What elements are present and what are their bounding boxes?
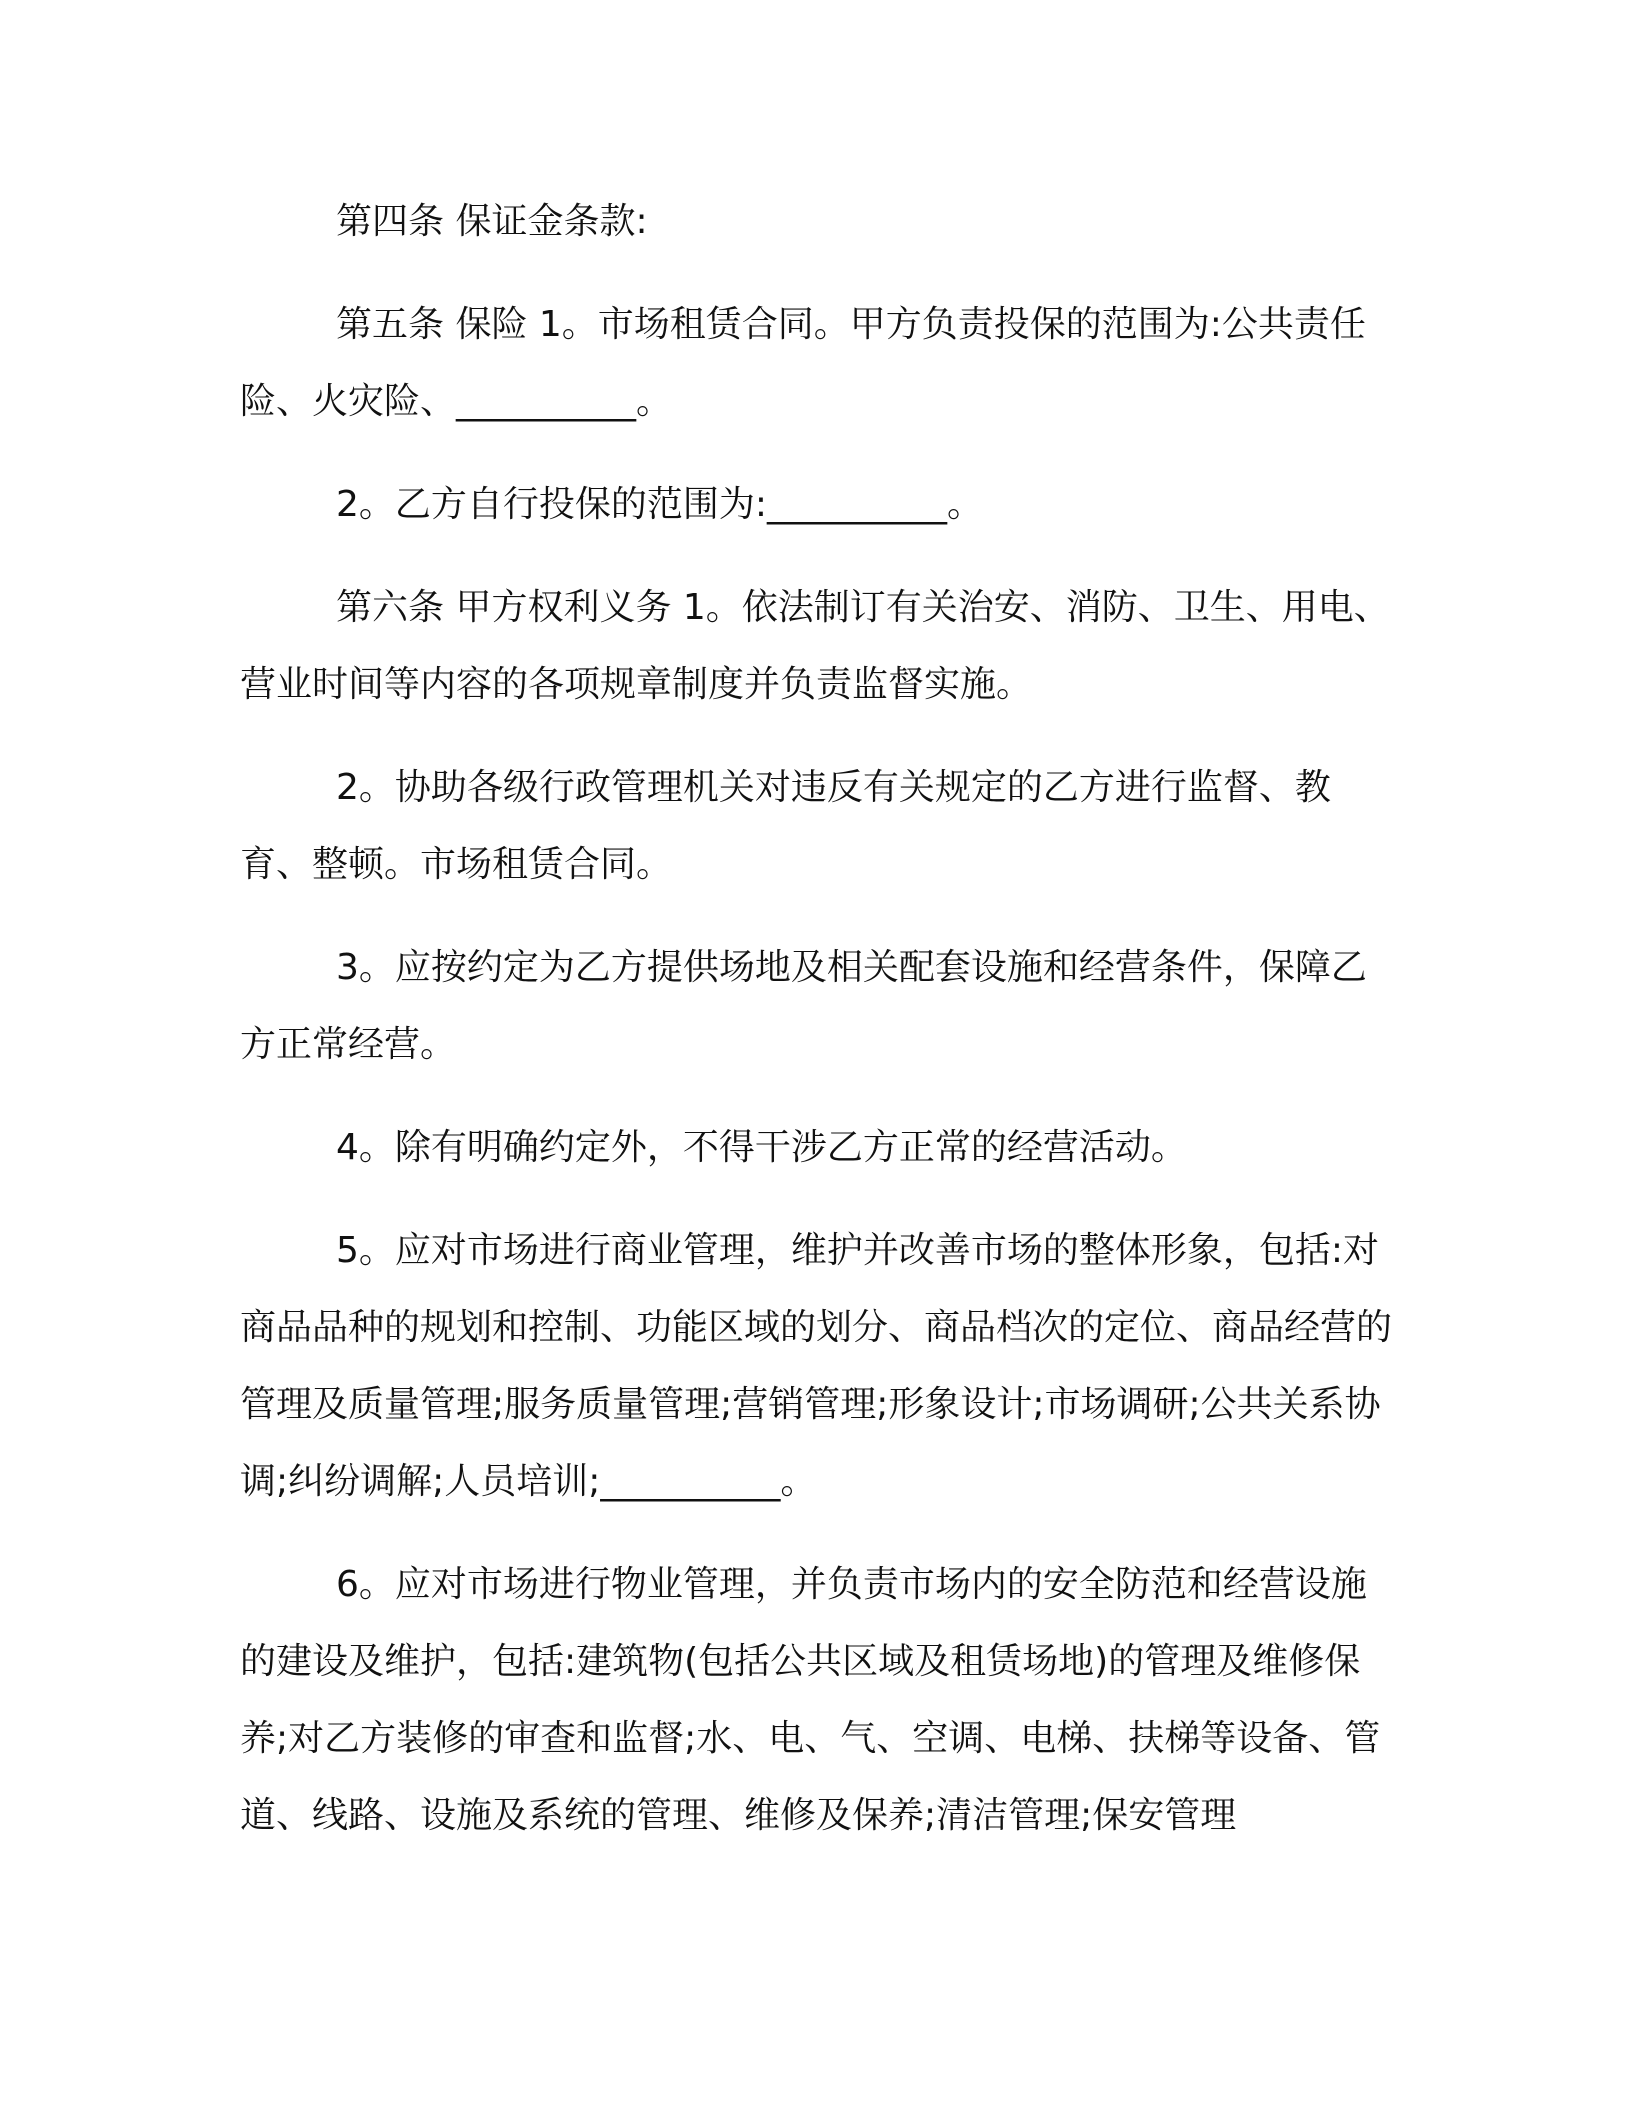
clause-4-heading: 第四条 保证金条款: <box>336 201 648 242</box>
clause-5-insurance: 第五条 保险 1。市场租赁合同。甲方负责投保的范围为:公共责任险、火灾险、__________。 <box>240 304 1366 422</box>
clause-5-item-2: 2。乙方自行投保的范围为:__________。 <box>336 484 984 525</box>
clause-6-item-2: 2。协助各级行政管理机关对违反有关规定的乙方进行监督、教育、整顿。市场租赁合同。 <box>240 767 1331 885</box>
clause-6-item-5: 5。应对市场进行商业管理，维护并改善市场的整体形象，包括:对商品品种的规划和控制、功能区域的划分、商品档次的定位、商品经营的管理及质量管理;服务质量管理;营销管理;形象设计;市场调研;公共关系协调;纠纷调解;人员培训;__________。 <box>240 1230 1393 1502</box>
clause-6-item-4: 4。除有明确约定外，不得干涉乙方正常的经营活动。 <box>336 1127 1187 1168</box>
clause-6-item-6: 6。应对市场进行物业管理，并负责市场内的安全防范和经营设施的建设及维护，包括:建筑物(包括公共区域及租赁场地)的管理及维修保养;对乙方装修的审查和监督;水、电、气、空调、电梯、扶梯等设备、管道、线路、设施及系统的管理、维修及保养;清洁管理;保安管理 <box>240 1564 1381 1836</box>
clause-6-item-3: 3。应按约定为乙方提供场地及相关配套设施和经营条件，保障乙方正常经营。 <box>240 947 1367 1065</box>
document-body <box>240 183 1400 1880</box>
clause-6-rights-obligations: 第六条 甲方权利义务 1。依法制订有关治安、消防、卫生、用电、营业时间等内容的各项规章制度并负责监督实施。 <box>240 587 1390 705</box>
